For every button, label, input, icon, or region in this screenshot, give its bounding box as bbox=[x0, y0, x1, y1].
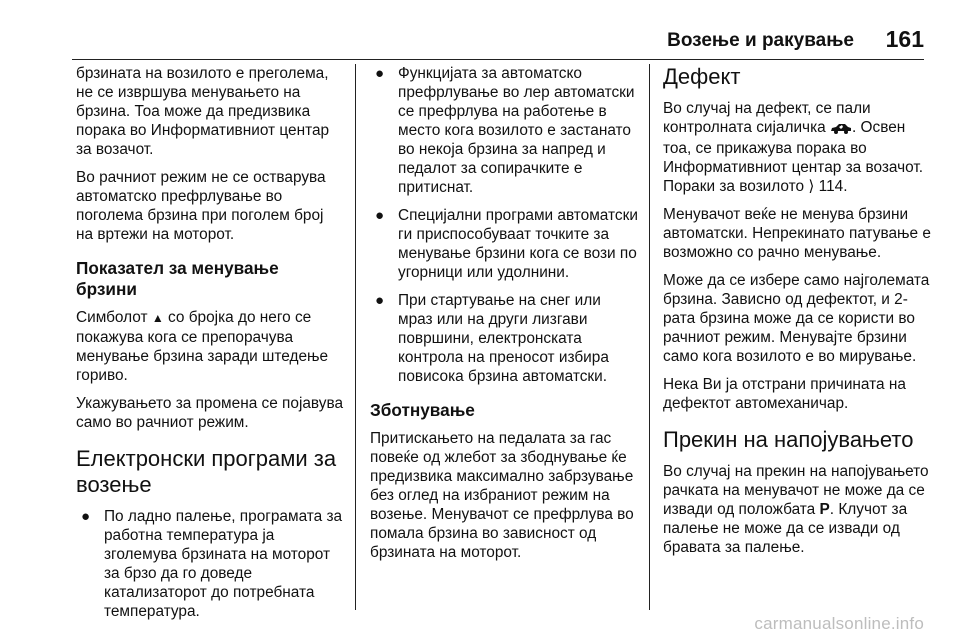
paragraph: Симболот ▲ со бројка до него се покажува кога се препорачува менување брзина заради штедење гориво. bbox=[76, 309, 329, 384]
bullet-icon: ● bbox=[375, 65, 385, 82]
heading-power-interruption: Прекин на напојувањето bbox=[663, 427, 914, 452]
watermark: carmanualsonline.info bbox=[754, 614, 924, 633]
heading-kickdown: Зботнување bbox=[370, 400, 475, 420]
bullet-icon: ● bbox=[375, 292, 385, 309]
page-number: 161 bbox=[885, 26, 924, 52]
paragraph: Менувачот веќе не менува брзини автоматски. Непрекинато патување е возможно со рачно менување. bbox=[663, 206, 931, 261]
column-divider bbox=[355, 64, 356, 610]
column-middle bbox=[370, 64, 638, 571]
column-right bbox=[663, 64, 931, 566]
paragraph: Укажувањето за промена се појавува само во рачниот режим. bbox=[76, 395, 344, 431]
paragraph: Во случај на прекин на напојувањето рачката на менувачот не може да се извади од положбата P. Клучот за палење не може да се извади од бравата за палење. bbox=[663, 463, 929, 556]
column-left bbox=[76, 64, 344, 630]
list-item: ● Функцијата за автоматско префрлување во лер автоматски се префрлува на работење в место кога возилото е застанато во некоја брзина за напред и педалот за сопирачките е притиснат. bbox=[375, 65, 635, 196]
upshift-arrow-icon: ▲ bbox=[151, 311, 164, 325]
list-item: ● При стартување на снег или мраз или на други лизгави површини, електронската контрола на преносот избира повисока брзина автоматски. bbox=[375, 292, 609, 385]
heading-fault: Дефект bbox=[663, 64, 741, 89]
bullet-list bbox=[76, 507, 344, 621]
paragraph: Нека Ви ја отстрани причината на дефектот автомеханичар. bbox=[663, 376, 906, 412]
heading-electronic-programs: Електронски програми за возење bbox=[76, 446, 337, 497]
paragraph: Притискањето на педалата за гас повеќе од жлебот за збоднување ќе предизвика максимално забрзување без оглед на избраниот режим на возење. Менувачот се префрлува во помала брзина во зависност од брзината на моторот. bbox=[370, 430, 634, 561]
section-title: Возење и ракување bbox=[667, 30, 854, 51]
page-reference-arrow-icon: ⟩ bbox=[808, 178, 819, 195]
header-rule bbox=[72, 59, 924, 60]
bullet-icon: ● bbox=[375, 207, 385, 224]
bullet-icon: ● bbox=[81, 508, 91, 525]
paragraph: Во рачниот режим не се остварува автоматско префрлување во поголема брзина при поголем број на вртежи на моторот. bbox=[76, 169, 326, 243]
column-divider bbox=[649, 64, 650, 610]
car-fault-icon bbox=[830, 120, 852, 139]
list-item: ● Специјални програми автоматски ги приспособуваат точките за менување брзини кога се вози по угорници или удолнини. bbox=[375, 207, 638, 281]
page-header bbox=[0, 12, 960, 52]
heading-shift-indicator: Показател за менување брзини bbox=[76, 258, 279, 299]
paragraph: брзината на возилото е преголема, не се извршува менувањето на брзина. Тоа може да предизвика порака во Информативниот центар за возачот. bbox=[76, 65, 330, 158]
list-item: ● По ладно палење, програмата за работна температура ја зголемува брзината на моторот за брзо да го доведе катализаторот до потребната температура. bbox=[81, 508, 343, 620]
bullet-list bbox=[370, 64, 638, 386]
page-reference[interactable]: 114 bbox=[818, 178, 844, 195]
paragraph: Може да се избере само најголемата брзина. Зависно од дефектот, и 2-рата брзина може да се користи во рачниот режим. Менувајте брзини само кога возилото е во мирување. bbox=[663, 272, 930, 365]
paragraph: Во случај на дефект, се пали контролната сијаличка . Освен тоа, се прикажува порака во Информативниот центар за возачот. Пораки за возилото ⟩ 114. bbox=[663, 100, 924, 195]
